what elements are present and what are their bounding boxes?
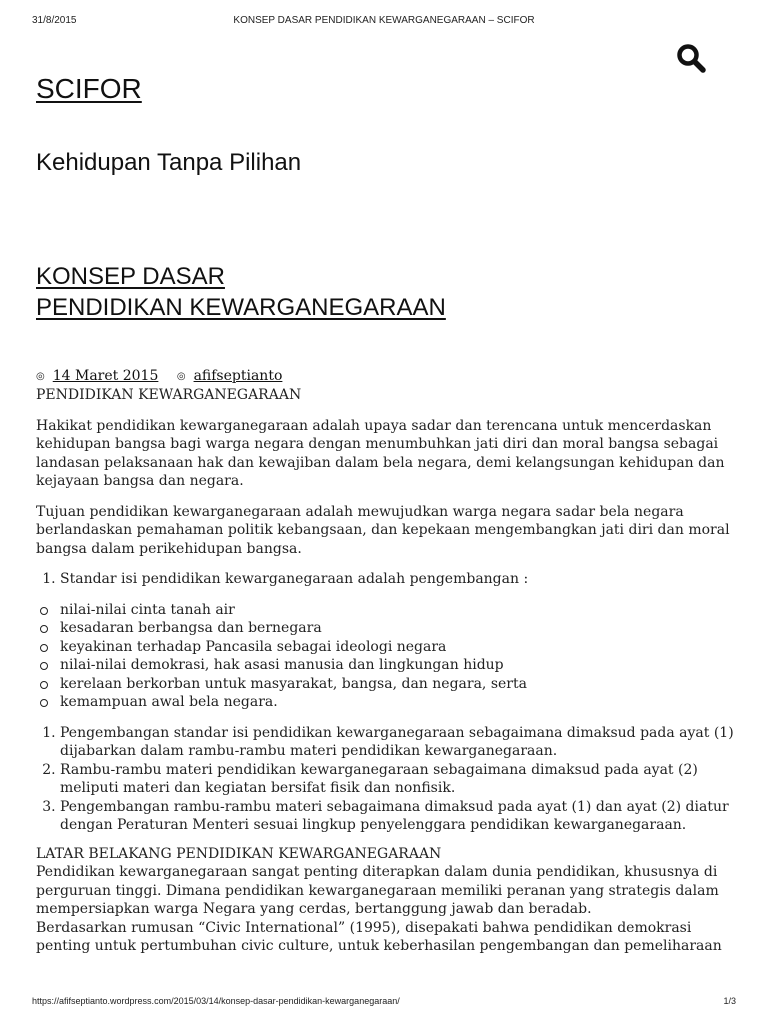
list-item: 3. Pengembangan rambu-rambu materi sebagaimana dimaksud pada ayat (1) dan ayat (2) diatur dengan Peraturan Menteri sesuai lingkup penyelenggara pendidikan kewarganegaraan. [60,798,736,835]
post-meta [36,367,282,386]
post-title-line-2: PENDIDIKAN KEWARGANEGARAAN [36,294,446,321]
list-item: kemampuan awal bela negara. [36,693,736,712]
list-item: 1. Standar isi pendidikan kewarganegaraan adalah pengembangan : [60,570,736,589]
post-title-line-1: KONSEP DASAR [36,263,225,290]
paragraph: Hakikat pendidikan kewarganegaraan adalah upaya sadar dan terencana untuk mencerdaskan kehidupan bangsa bagi warga negara dengan menumbuhkan jati diri dan moral bangsa sebagai landasan pelaksanaan hak dan kewajiban dalam bela negara, demi kelangsungan kehidupan dan kejayaan bangsa dan negara. [36,417,725,489]
site-tagline: Kehidupan Tanpa Pilihan [36,149,302,176]
list-item: nilai-nilai demokrasi, hak asasi manusia dan lingkungan hidup [36,656,736,675]
user-icon: ◎ [176,371,186,382]
numbered-list [36,724,736,835]
clock-icon: ◎ [36,371,45,382]
paragraph: Pendidikan kewarganegaraan sangat penting diterapkan dalam dunia pendidikan, khususnya di perguruan tinggi. Dimana pendidikan kewarganegaraan memiliki peranan yang strategis dalam mempersiapkan warga Negara yang cerdas, bertanggung jawab dan beradab. [36,864,719,917]
list-item: nilai-nilai cinta tanah air [36,601,736,620]
post-content [36,386,736,956]
page-number: 1/3 [723,996,736,1006]
paragraph: Tujuan pendidikan kewarganegaraan adalah mewujudkan warga negara sadar bela negara berlandaskan pemahaman politik kebangsaan, dan kepekaan mengembangkan jati diri dan moral bangsa dalam perikehidupan bangsa. [36,503,730,557]
print-date: 31/8/2015 [32,15,77,26]
list-item: kesadaran berbangsa dan bernegara [36,619,736,638]
list-item: 2. Rambu-rambu materi pendidikan kewarganegaraan sebagaimana dimaksud pada ayat (2) meliputi materi dan kegiatan bersifat fisik dan nonfisik. [60,761,736,798]
section-heading: PENDIDIKAN KEWARGANEGARAAN [36,387,302,403]
search-icon[interactable] [675,42,707,74]
numbered-list [36,570,736,589]
list-item: 1. Pengembangan standar isi pendidikan kewarganegaraan sebagaimana dimaksud pada ayat (1) dijabarkan dalam rambu-rambu materi pendidikan kewarganegaraan. [60,724,736,761]
list-item: keyakinan terhadap Pancasila sebagai ideologi negara [36,638,736,657]
paragraph: Berdasarkan rumusan “Civic International” (1995), disepakati bahwa pendidikan demokrasi penting untuk pertumbuhan civic culture, untuk keberhasilan pengembangan dan pemeliharaan [36,919,722,954]
post-date-link[interactable]: 14 Maret 2015 [52,368,159,384]
post-title[interactable] [36,261,446,323]
bullet-list [36,601,736,712]
print-url: https://afifseptianto.wordpress.com/2015/03/14/konsep-dasar-pendidikan-kewarganegaraan/ [32,996,400,1006]
site-title[interactable]: SCIFOR [36,73,142,104]
post-author-link[interactable]: afifseptianto [193,368,283,384]
section-heading: LATAR BELAKANG PENDIDIKAN KEWARGANEGARAAN [36,845,442,862]
list-item: kerelaan berkorban untuk masyarakat, bangsa, dan negara, serta [36,675,736,694]
print-page-title: KONSEP DASAR PENDIDIKAN KEWARGANEGARAAN – SCIFOR [233,15,535,26]
